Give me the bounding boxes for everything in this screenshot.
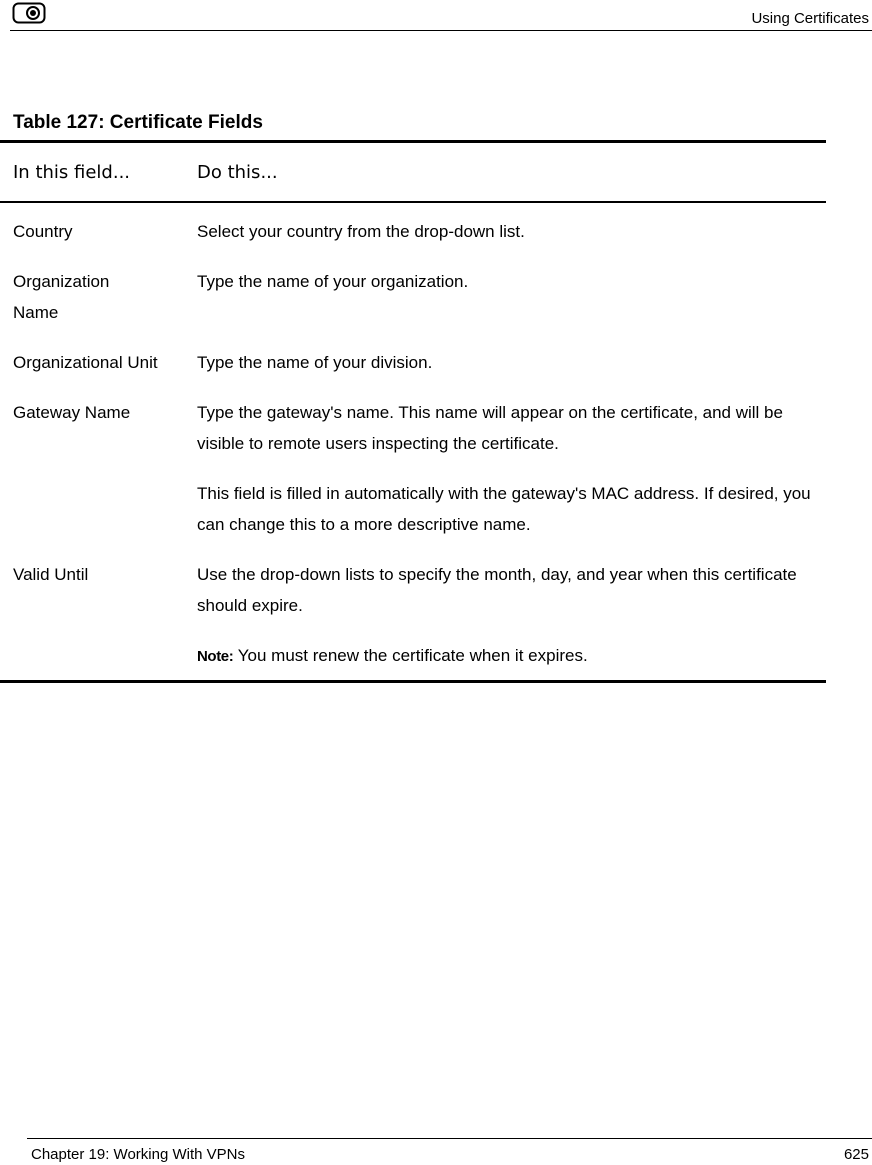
row-field-name: Organizational Unit [13,353,158,372]
footer-page-number: 625 [843,1146,869,1163]
footer-divider [27,1138,872,1139]
table-row [0,266,826,328]
row-instructions [197,347,826,378]
table-bottom-rule [0,680,826,683]
row-field-name: Country [13,222,73,241]
column-header-action: Do this... [197,161,278,183]
row-field-name: Gateway Name [13,403,131,422]
certificate-fields-table [0,140,826,683]
table-row [0,347,826,378]
instruction-paragraph: Type the name of your organization. [197,272,469,291]
note-label: Note: [197,648,234,665]
table-row [0,397,826,540]
header-divider [10,30,872,31]
table-caption: Table 127: Certificate Fields [13,112,263,133]
row-instructions [197,266,826,328]
column-header-field: In this field... [13,161,131,183]
instruction-paragraph: This field is filled in automatically with the gateway's MAC address. If desired, you can change this to a more descriptive name. [197,484,811,534]
table-row [0,559,826,672]
instruction-paragraph: Select your country from the drop-down list. [197,222,525,241]
row-instructions [197,216,826,247]
header-logo-icon [12,2,46,24]
row-instructions [197,397,826,540]
row-field-name: Valid Until [13,565,89,584]
instruction-paragraph: Use the drop-down lists to specify the month, day, and year when this certificate should expire. [197,565,797,615]
table-header-row [0,143,826,201]
instruction-paragraph: Type the gateway's name. This name will appear on the certificate, and will be visible to remote users inspecting the certificate. [197,403,783,453]
row-field-name: Organization Name [13,272,110,322]
instruction-paragraph: Type the name of your division. [197,353,433,372]
note-text: You must renew the certificate when it expires. [233,646,588,665]
table-row [0,216,826,247]
row-instructions [197,559,826,672]
header-section-title: Using Certificates [751,10,869,27]
note-paragraph [197,640,826,672]
footer-chapter-title: Chapter 19: Working With VPNs [31,1146,245,1163]
